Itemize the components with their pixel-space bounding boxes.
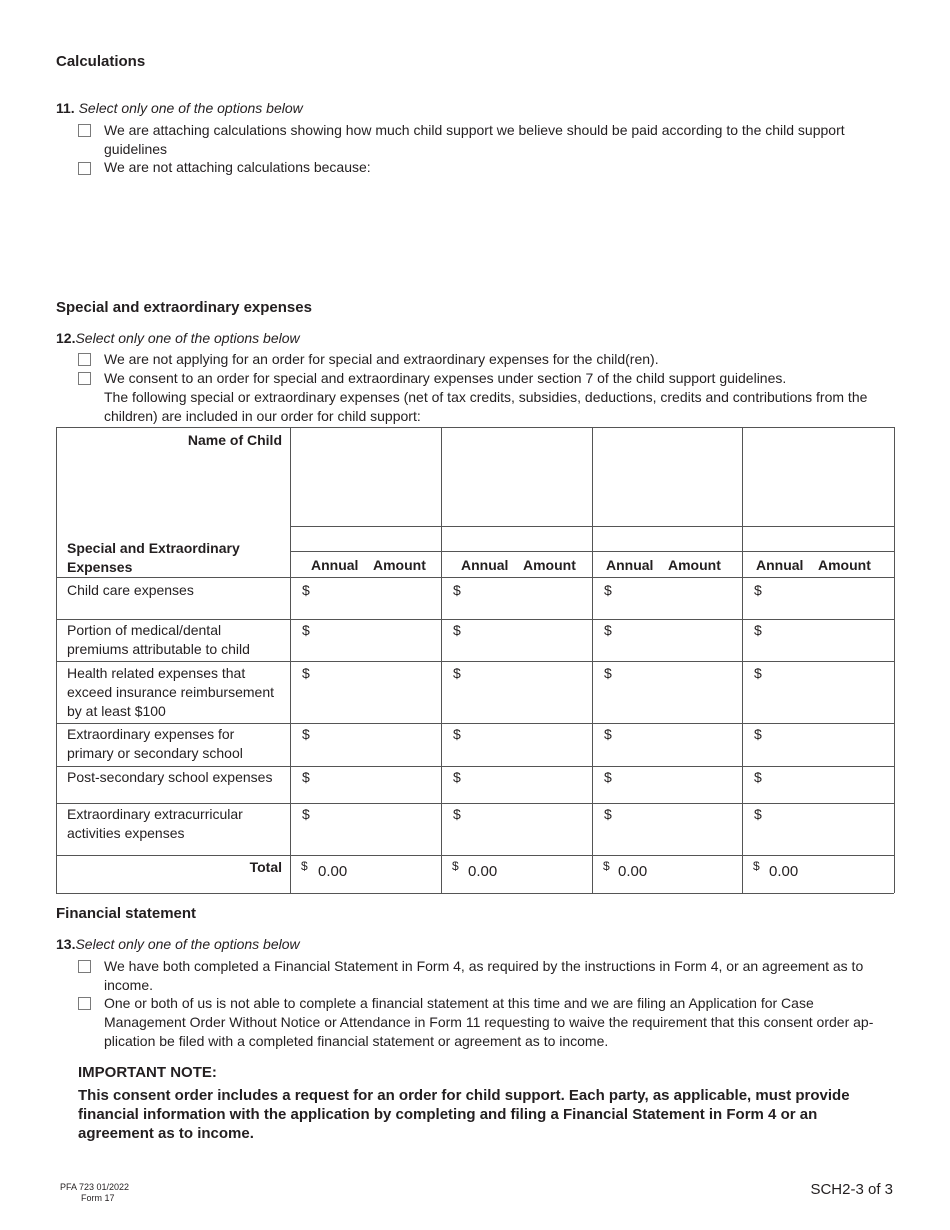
amount-field-extracurricular-2[interactable]: $ — [453, 806, 461, 822]
amount-header: Amount — [373, 557, 426, 573]
row-label-extracurricular — [67, 805, 287, 843]
name-of-child-label: Name of Child — [187, 432, 282, 448]
amount-field-post-secondary-2[interactable]: $ — [453, 769, 461, 785]
amount-field-child-care-1[interactable]: $ — [302, 582, 310, 598]
amount-field-medical-2[interactable]: $ — [453, 622, 461, 638]
row-label-line: Child care expenses — [67, 582, 194, 598]
currency-sign: $ — [301, 859, 308, 873]
amount-field-child-care-4[interactable]: $ — [754, 582, 762, 598]
item-12-instruction — [56, 329, 300, 348]
note-line: This consent order includes a request for an order for child support. Each party, as applicable, must provide — [78, 1087, 850, 1104]
table-border — [894, 427, 895, 893]
row-label-child-care — [67, 581, 287, 600]
currency-sign: $ — [753, 859, 760, 873]
row-label-health-expenses — [67, 664, 287, 721]
attach-calculations-label — [104, 121, 874, 159]
amount-field-health-3[interactable]: $ — [604, 665, 612, 681]
amount-field-post-secondary-3[interactable]: $ — [604, 769, 612, 785]
amount-field-post-secondary-4[interactable]: $ — [754, 769, 762, 785]
included-expenses-line: The following special or extraordinary expenses (net of tax credits, subsidies, deductions, credits and contributions from the — [104, 389, 868, 405]
item-number: 13. — [56, 936, 76, 952]
total-label: Total — [249, 859, 282, 875]
annual-header: Annual — [606, 557, 654, 573]
row-label-line: Post-secondary school expenses — [67, 769, 273, 785]
category-header — [67, 539, 240, 577]
amount-field-child-care-2[interactable]: $ — [453, 582, 461, 598]
annual-header: Annual — [756, 557, 804, 573]
row-label-line: exceed insurance reimbursement — [67, 684, 274, 700]
amount-field-extracurricular-1[interactable]: $ — [302, 806, 310, 822]
item-number: 11. — [56, 100, 75, 116]
currency-sign: $ — [603, 859, 610, 873]
amount-field-extracurricular-4[interactable]: $ — [754, 806, 762, 822]
child-name-field-1[interactable] — [291, 428, 440, 525]
table-border — [56, 427, 57, 893]
amount-field-extracurricular-3[interactable]: $ — [604, 806, 612, 822]
name-row-divider — [290, 526, 894, 527]
total-value-3: 0.00 — [618, 863, 648, 880]
financial-statement-completed-checkbox[interactable] — [78, 960, 91, 973]
row-label-post-secondary — [67, 768, 287, 787]
no-calculations-label: We are not attaching calculations because: — [104, 159, 371, 175]
item-number: 12. — [56, 330, 76, 346]
row-label-line: primary or secondary school — [67, 745, 243, 761]
amount-field-school-1[interactable]: $ — [302, 726, 310, 742]
row-divider — [56, 803, 894, 804]
amount-field-health-4[interactable]: $ — [754, 665, 762, 681]
important-note-body — [78, 1086, 898, 1143]
financial-statement-waiver-label — [104, 994, 874, 1051]
note-line: agreement as to income. — [78, 1125, 254, 1142]
important-note-heading: IMPORTANT NOTE: — [78, 1064, 217, 1081]
amount-field-medical-1[interactable]: $ — [302, 622, 310, 638]
page-number: SCH2-3 of 3 — [810, 1181, 893, 1198]
row-label-line: by at least $100 — [67, 703, 166, 719]
amount-field-post-secondary-1[interactable]: $ — [302, 769, 310, 785]
expenses-table — [56, 427, 894, 893]
calculations-heading: Calculations — [56, 53, 146, 70]
row-divider — [56, 619, 894, 620]
amount-field-school-2[interactable]: $ — [453, 726, 461, 742]
option-text: We are attaching calculations showing how much child support we believe should be paid according to the child support — [104, 122, 845, 138]
child-name-field-4[interactable] — [743, 428, 893, 525]
row-label-school-expenses — [67, 725, 287, 763]
amount-field-school-3[interactable]: $ — [604, 726, 612, 742]
category-header-line: Expenses — [67, 559, 133, 575]
financial-statement-waiver-checkbox[interactable] — [78, 997, 91, 1010]
child-name-field-3[interactable] — [593, 428, 741, 525]
consent-special-expenses-label: We consent to an order for special and extraordinary expenses under section 7 of the child support guidelines. — [104, 370, 787, 386]
option-text: Management Order Without Notice or Attendance in Form 11 requesting to waive the requirement that this consent order ap- — [104, 1014, 874, 1030]
child-name-field-2[interactable] — [442, 428, 591, 525]
included-expenses-line: children) are included in our order for child support: — [104, 408, 421, 424]
total-value-4: 0.00 — [769, 863, 799, 880]
annual-header: Annual — [311, 557, 359, 573]
row-label-line: Health related expenses that — [67, 665, 246, 681]
option-text: plication be filed with a completed financial statement or agreement as to income. — [104, 1033, 609, 1049]
row-label-line: activities expenses — [67, 825, 185, 841]
row-label-line: Extraordinary expenses for — [67, 726, 235, 742]
instruction-text: Select only one of the options below — [78, 100, 303, 116]
consent-special-expenses-checkbox[interactable] — [78, 372, 91, 385]
financial-statement-completed-label — [104, 957, 874, 995]
item-11-instruction — [56, 99, 303, 118]
row-label-line: premiums attributable to child — [67, 641, 250, 657]
amount-field-health-1[interactable]: $ — [302, 665, 310, 681]
item-13-instruction — [56, 935, 300, 954]
row-divider — [56, 577, 894, 578]
note-line: financial information with the application by completing and filing a Financial Statement in Form 4 or an — [78, 1106, 818, 1123]
instruction-text: Select only one of the options below — [75, 936, 300, 952]
row-divider — [56, 766, 894, 767]
financial-statement-heading: Financial statement — [56, 905, 197, 922]
amount-field-medical-3[interactable]: $ — [604, 622, 612, 638]
option-text: One or both of us is not able to complete a financial statement at this time and we are filing an Application for Case — [104, 995, 814, 1011]
amount-field-school-4[interactable]: $ — [754, 726, 762, 742]
included-expenses-text — [104, 388, 874, 426]
header-subrow-divider — [290, 551, 894, 552]
row-label-line: Extraordinary extracurricular — [67, 806, 243, 822]
option-text: We have both completed a Financial Statement in Form 4, as required by the instructions in Form 4, or an agreement as to — [104, 958, 864, 974]
annual-header: Annual — [461, 557, 509, 573]
amount-field-medical-4[interactable]: $ — [754, 622, 762, 638]
no-special-expenses-checkbox[interactable] — [78, 353, 91, 366]
row-label-line: Portion of medical/dental — [67, 622, 222, 638]
no-calculations-checkbox[interactable] — [78, 162, 91, 175]
instruction-text: Select only one of the options below — [75, 330, 300, 346]
amount-header: Amount — [818, 557, 871, 573]
category-header-line: Special and Extraordinary — [67, 540, 240, 556]
row-divider — [56, 855, 894, 856]
form-code — [60, 1182, 129, 1204]
row-label-medical-premiums — [67, 621, 287, 659]
row-divider — [56, 661, 894, 662]
amount-header: Amount — [668, 557, 721, 573]
total-value-2: 0.00 — [468, 863, 498, 880]
attach-calculations-checkbox[interactable] — [78, 124, 91, 137]
option-text-continued: guidelines — [104, 141, 168, 157]
no-special-expenses-label: We are not applying for an order for special and extraordinary expenses for the child(ren). — [104, 351, 659, 367]
special-expenses-heading: Special and extraordinary expenses — [56, 299, 312, 316]
row-divider — [56, 723, 894, 724]
form-name: Form 17 — [81, 1193, 115, 1203]
form-code-line: PFA 723 01/2022 — [60, 1182, 130, 1192]
amount-field-child-care-3[interactable]: $ — [604, 582, 612, 598]
option-text: income. — [104, 977, 154, 993]
currency-sign: $ — [452, 859, 459, 873]
table-border — [56, 893, 894, 894]
amount-field-health-2[interactable]: $ — [453, 665, 461, 681]
total-value-1: 0.00 — [318, 863, 348, 880]
amount-header: Amount — [523, 557, 576, 573]
